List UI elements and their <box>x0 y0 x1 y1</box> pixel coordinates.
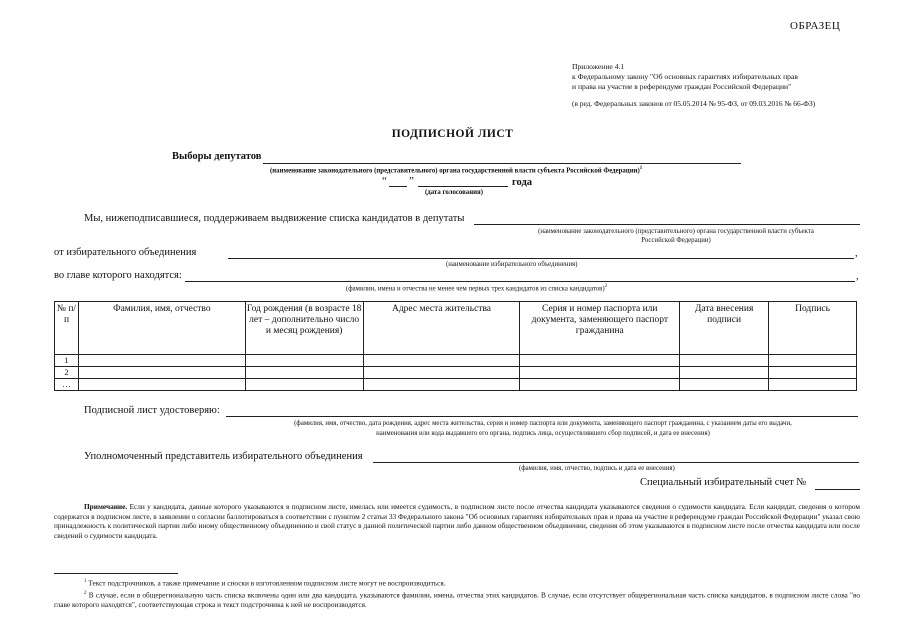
support-caption-line: Российской Федерации) <box>641 237 711 244</box>
certify-caption-line: (фамилия, имя, отчество, дата рождения, адрес места жительства, серия и номер паспорта или документа, заменяющего паспорт гражданина, с указанием даты его выдачи, <box>294 420 792 427</box>
cell-full-name[interactable] <box>78 367 245 379</box>
date-quote-open: “ <box>382 175 387 187</box>
support-caption <box>491 227 861 245</box>
note-heading: Примечание. <box>84 502 128 511</box>
footnote-separator <box>54 573 178 574</box>
cell-birth-year[interactable] <box>245 367 363 379</box>
cell-full-name[interactable] <box>78 355 245 367</box>
account-number-line[interactable] <box>815 489 860 490</box>
footnote-2 <box>54 589 860 610</box>
cell-address[interactable] <box>363 367 520 379</box>
representative-label: Уполномоченный представитель избирательного объединения <box>84 451 363 462</box>
note-paragraph <box>54 502 860 540</box>
footnote-ref-2: 2 <box>604 284 608 289</box>
note-text: Если у кандидата, данные которого указываются в подписном листе, имелась или имеется судимость, в подписном листе после отчества кандидата указываются сведения о судимости кандидата. Если кандидат, сведения о котором содержатся в подписном листе, в заявлении о согласии баллотироваться в соответствии с пунктом 2 статьи 33 Федерального закона "Об основных гарантиях избирательных прав и права на участие в референдуме граждан Российской Федерации" указал свою принадлежность к политической партии либо иному общественному объединению и свой статус в данной политической партии либо данном общественном объединении, сведения об этом указываются в подписном листе после отчества кандидата или после сведений о судимости кандидата. <box>54 502 861 540</box>
association-label: от избирательного объединения <box>54 247 197 258</box>
elections-caption <box>270 166 642 174</box>
header-signature: Подпись <box>769 302 857 355</box>
footnote-text: Текст подстрочников, а также примечание и сноски в изготовленном подписном листе могут не воспроизводиться. <box>88 578 446 588</box>
cell-birth-year[interactable] <box>245 379 363 391</box>
heads-caption <box>346 284 607 292</box>
header-passport: Серия и номер паспорта или документа, заменяющего паспорт гражданина <box>520 302 680 355</box>
table-header-row <box>55 302 857 355</box>
cell-sign-date[interactable] <box>680 355 769 367</box>
table-row <box>55 367 857 379</box>
association-comma: , <box>855 248 858 259</box>
heads-comma: , <box>856 271 859 282</box>
date-day-line <box>389 186 407 187</box>
row-number: … <box>55 379 79 391</box>
association-field-line <box>228 258 854 259</box>
elections-caption-text: (наименование законодательного (представительного) органа государственной власти субъекта Российской Федерации) <box>270 167 640 175</box>
cell-address[interactable] <box>363 355 520 367</box>
association-caption: (наименование избирательного объединения) <box>446 261 578 268</box>
footnote-number: 2 <box>84 591 87 596</box>
date-year-label: года <box>512 177 533 188</box>
cell-full-name[interactable] <box>78 379 245 391</box>
support-field-line <box>474 224 860 225</box>
footnote-ref-1: 1 <box>639 166 643 171</box>
support-label: Мы, нижеподписавшиеся, поддерживаем выдвижение списка кандидатов в депутаты <box>84 213 465 224</box>
header-full-name: Фамилия, имя, отчество <box>78 302 245 355</box>
certify-caption <box>226 419 860 438</box>
heads-field-line <box>185 281 855 282</box>
appendix-line: и права на участие в референдуме граждан Российской Федерации" <box>572 82 792 91</box>
header-number: № п/п <box>55 302 79 355</box>
appendix-line: Приложение 4.1 <box>572 62 625 71</box>
cell-address[interactable] <box>363 379 520 391</box>
table-row <box>55 379 857 391</box>
elections-label: Выборы депутатов <box>172 151 262 162</box>
support-caption-line: (наименование законодательного (представительного) органа государственной власти субъекта <box>538 228 814 235</box>
representative-field-line <box>373 462 859 463</box>
certify-field-line <box>226 416 858 417</box>
cell-sign-date[interactable] <box>680 379 769 391</box>
header-birth-year: Год рождения (в возрасте 18 лет – дополнительно число и месяц рождения) <box>245 302 363 355</box>
cell-passport[interactable] <box>520 355 680 367</box>
footnote-text: В случае, если в общерегиональную часть списка включены один или два кандидата, указываются фамилии, имена, отчества этих кандидатов. В случае, если отсутствует общерегиональная часть списка кандидатов, в подписном листе слова "во главе которого находятся", соответствующая строка и текст подстрочника к ней не воспроизводятся. <box>54 590 860 610</box>
cell-passport[interactable] <box>520 367 680 379</box>
table-row <box>55 355 857 367</box>
row-number: 2 <box>55 367 79 379</box>
footnote-1 <box>54 577 860 588</box>
sample-stamp: ОБРАЗЕЦ <box>790 20 841 32</box>
cell-signature[interactable] <box>769 379 857 391</box>
heads-label: во главе которого находятся: <box>54 270 182 281</box>
document-title: ПОДПИСНОЙ ЛИСТ <box>391 128 514 140</box>
date-month-line <box>418 186 508 187</box>
date-quote-close: ” <box>409 175 414 187</box>
representative-caption: (фамилия, имя, отчество, подпись и дата ее внесения) <box>519 465 675 472</box>
cell-birth-year[interactable] <box>245 355 363 367</box>
cell-passport[interactable] <box>520 379 680 391</box>
appendix-line: к Федеральному закону "Об основных гарантиях избирательных прав <box>572 72 798 81</box>
header-sign-date: Дата внесения подписи <box>680 302 769 355</box>
account-label: Специальный избирательный счет № <box>640 477 807 488</box>
appendix-reference <box>572 62 872 109</box>
certify-label: Подписной лист удостоверяю: <box>84 405 220 416</box>
cell-signature[interactable] <box>769 355 857 367</box>
row-number: 1 <box>55 355 79 367</box>
cell-sign-date[interactable] <box>680 367 769 379</box>
header-address: Адрес места жительства <box>363 302 520 355</box>
date-caption: (дата голосования) <box>425 189 483 196</box>
footnote-number: 1 <box>84 579 87 584</box>
heads-caption-text: (фамилии, имена и отчества не менее чем первых трех кандидатов из списка кандидатов) <box>346 285 605 293</box>
elections-field-line <box>263 163 741 164</box>
signature-table <box>54 301 857 391</box>
cell-signature[interactable] <box>769 367 857 379</box>
certify-caption-line: наименования или кода выдавшего его органа, подпись лица, осуществлявшего сбор подписей, и дата ее внесения) <box>376 429 710 437</box>
edition-note: (в ред. Федеральных законов от 05.05.2014 № 95-ФЗ, от 09.03.2016 № 66-ФЗ) <box>572 99 816 108</box>
